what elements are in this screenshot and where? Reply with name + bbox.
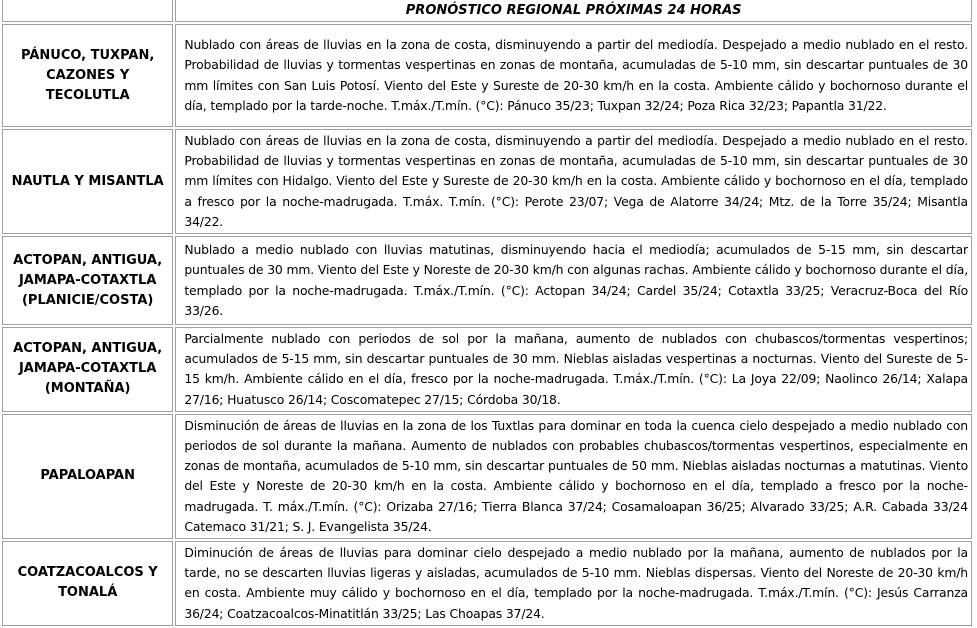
region-forecast: Diminución de áreas de lluvias para dominar cielo despejado a medio nublado por la mañana, aumento de nublados por la tarde, no se descarten lluvias ligeras y aisladas, acumulados de 5-10 mm. Nieblas dispersas. Viento del Noreste de 20-30 km/h en costa. Ambiente muy cálido y bochornoso en el día, templado por la noche-madrugada. T.máx./T.mín. (°C): Jesús Carranza 36/24; Coatzacoalcos-Minatitlán 33/25; Las Choapas 37/24. [175, 541, 972, 626]
table-row [2, 541, 972, 626]
header-empty-cell [2, 0, 173, 22]
table-row [2, 24, 972, 127]
region-name: PAPALOAPAN [2, 414, 173, 539]
region-forecast: Nublado con áreas de lluvias en la zona de costa, disminuyendo a partir del mediodía. Despejado a medio nublado en el resto. Probabilidad de lluvias y tormentas vespertinas en zonas de montaña, acumuladas de 5-10 mm, sin descartar puntuales de 30 mm límites con San Luis Potosí. Viento del Este y Sureste de 20-30 km/h en la costa. Ambiente cálido y bochornoso durante el día, templado por la tarde-noche. T.máx./T.mín. (°C): Pánuco 35/23; Tuxpan 32/24; Poza Rica 32/23; Papantla 31/22. [175, 24, 972, 127]
table-header-row [2, 0, 972, 22]
table-title: PRONÓSTICO REGIONAL PRÓXIMAS 24 HORAS [175, 0, 972, 22]
table-row [2, 327, 972, 412]
table-row [2, 236, 972, 325]
region-name: NAUTLA Y MISANTLA [2, 129, 173, 234]
table-row [2, 129, 972, 234]
region-forecast: Disminución de áreas de lluvias en la zona de los Tuxtlas para dominar en toda la cuenca cielo despejado a medio nublado con periodos de sol durante la mañana. Aumento de nublados con probables chubascos/tormentas vespertinos, especialmente en zonas de montaña, acumulados de 5-10 mm, sin descartar puntuales de 50 mm. Nieblas aisladas nocturnas a matutinas. Viento del Este y Noreste de 20-30 km/h en la costa. Ambiente cálido y bochornoso en el día, templado a fresco por la noche-madrugada. T. máx./T.mín. (°C): Orizaba 27/16; Tierra Blanca 37/24; Cosamaloapan 36/25; Alvarado 33/25; A.R. Cabada 33/24 Catemaco 31/21; S. J. Evangelista 35/24. [175, 414, 972, 539]
region-forecast: Nublado con áreas de lluvias en la zona de costa, disminuyendo a partir del mediodía. Despejado a medio nublado en el resto. Probabilidad de lluvias y tormentas vespertinas en zonas de montaña, acumuladas de 5-10 mm, sin descartar puntuales de 30 mm límites con Hidalgo. Viento del Este y Sureste de 20-30 km/h en la costa. Ambiente cálido y bochornoso en el día, templado a fresco por la noche-madrugada. T.máx. T.mín. (°C): Perote 23/07; Vega de Alatorre 34/24; Mtz. de la Torre 35/24; Misantla 34/22. [175, 129, 972, 234]
region-name: ACTOPAN, ANTIGUA, JAMAPA-COTAXTLA (PLANICIE/COSTA) [2, 236, 173, 325]
region-name: ACTOPAN, ANTIGUA, JAMAPA-COTAXTLA (MONTAÑA) [2, 327, 173, 412]
region-forecast: Nublado a medio nublado con lluvias matutinas, disminuyendo hacia el mediodía; acumulados de 5-15 mm, sin descartar puntuales de 30 mm. Viento del Este y Noreste de 20-30 km/h con algunas rachas. Ambiente cálido y bochornoso durante el día, templado por la noche-madrugada. T.máx./T.mín. (°C): Actopan 34/24; Cardel 35/24; Cotaxtla 33/25; Veracruz-Boca del Río 33/26. [175, 236, 972, 325]
region-name: PÁNUCO, TUXPAN, CAZONES Y TECOLUTLA [2, 24, 173, 127]
region-name: COATZACOALCOS Y TONALÁ [2, 541, 173, 626]
table-row [2, 414, 972, 539]
region-forecast: Parcialmente nublado con periodos de sol por la mañana, aumento de nublados con chubascos/tormentas vespertinos; acumulados de 5-15 mm, sin descartar puntuales de 30 mm. Nieblas aisladas vespertinas a nocturnas. Viento del Sureste de 5-15 km/h. Ambiente cálido en el día, fresco por la noche-madrugada. T.máx./T.mín. (°C): La Joya 22/09; Naolinco 26/14; Xalapa 27/16; Huatusco 26/14; Coscomatepec 27/15; Córdoba 30/18. [175, 327, 972, 412]
